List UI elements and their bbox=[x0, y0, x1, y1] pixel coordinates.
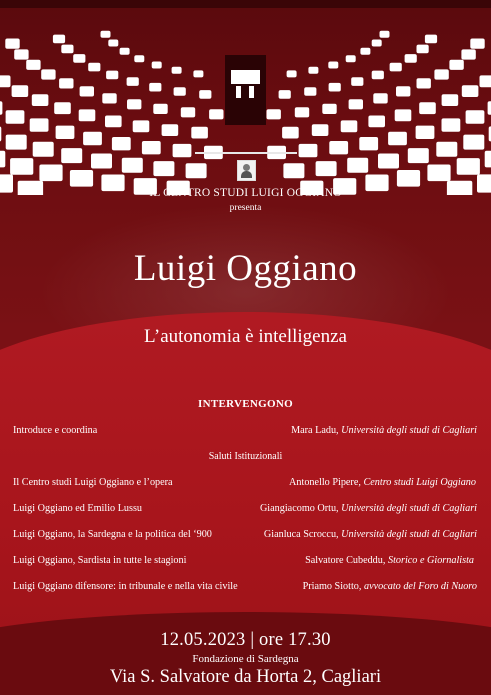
page-title: Luigi Oggiano bbox=[133, 248, 358, 289]
seat-shape bbox=[101, 31, 111, 38]
program-speaker bbox=[264, 529, 477, 540]
speaker-affiliation: Università degli studi di Cagliari bbox=[341, 529, 477, 540]
seat-shape bbox=[442, 94, 459, 106]
seat-shape bbox=[341, 120, 358, 132]
seat-shape bbox=[59, 78, 73, 88]
event-datetime: 12.05.2023 | ore 17.30 bbox=[160, 630, 331, 650]
seat-shape bbox=[181, 107, 195, 117]
seat-shape bbox=[372, 71, 384, 80]
seat-shape bbox=[395, 109, 412, 121]
seat-shape bbox=[466, 110, 485, 123]
event-address: Via S. Salvatore da Horta 2, Cagliari bbox=[109, 667, 382, 687]
seat-shape bbox=[380, 31, 390, 38]
seat-shape bbox=[14, 49, 28, 59]
seat-shape bbox=[417, 78, 431, 88]
seat-shape bbox=[12, 85, 29, 97]
seat-shape bbox=[485, 151, 491, 168]
seat-shape bbox=[346, 55, 356, 62]
program-row bbox=[0, 477, 491, 491]
seat-shape bbox=[0, 75, 11, 87]
seat-shape bbox=[425, 35, 437, 44]
seat-shape bbox=[480, 75, 491, 87]
seat-shape bbox=[174, 87, 186, 96]
seat-shape bbox=[457, 158, 480, 175]
speaker-name: Antonello Pipere, bbox=[289, 477, 364, 488]
seat-shape bbox=[0, 126, 1, 141]
seat-shape bbox=[80, 86, 94, 96]
speaker-name: Priamo Siotto, bbox=[302, 581, 364, 592]
seat-shape bbox=[316, 161, 337, 176]
seat-shape bbox=[312, 124, 329, 136]
seat-shape bbox=[193, 70, 203, 77]
program-speaker bbox=[303, 581, 477, 592]
seat-shape bbox=[105, 116, 122, 128]
seat-shape bbox=[442, 118, 461, 131]
program-topic: Luigi Oggiano, Sardista in tutte le stagioni bbox=[13, 555, 187, 566]
seat-shape bbox=[417, 45, 429, 54]
seat-shape bbox=[405, 54, 417, 63]
program-speaker bbox=[291, 425, 477, 436]
organization-name: IL CENTRO STUDI LUIGI OGGIANO bbox=[149, 187, 342, 199]
program-row bbox=[0, 555, 491, 569]
seat-shape bbox=[83, 132, 102, 145]
seat-shape bbox=[30, 118, 49, 131]
seat-shape bbox=[359, 137, 378, 150]
seat-shape bbox=[427, 165, 450, 182]
seat-shape bbox=[360, 48, 370, 55]
seat-shape bbox=[390, 63, 402, 72]
presents-label: presenta bbox=[229, 203, 262, 213]
program-topic: Luigi Oggiano difensore: in tribunale e nella vita civile bbox=[13, 581, 238, 592]
seat-shape bbox=[462, 85, 479, 97]
seat-shape bbox=[373, 93, 387, 103]
seat-shape bbox=[368, 116, 385, 128]
seat-shape bbox=[120, 48, 130, 55]
seat-shape bbox=[299, 144, 318, 157]
seat-shape bbox=[0, 151, 5, 168]
seat-shape bbox=[0, 101, 2, 114]
seat-shape bbox=[347, 158, 368, 173]
seat-shape bbox=[79, 109, 96, 121]
seat-shape bbox=[106, 71, 118, 80]
seat-shape bbox=[408, 148, 429, 163]
seat-shape bbox=[173, 144, 192, 157]
seat-shape bbox=[108, 40, 118, 47]
speaker-name: Mara Ladu, bbox=[291, 425, 342, 436]
seat-shape bbox=[416, 126, 435, 139]
seat-shape bbox=[372, 40, 382, 47]
seat-shape bbox=[127, 77, 139, 86]
seat-shape bbox=[153, 104, 167, 114]
seat-shape bbox=[282, 127, 299, 139]
seat-shape bbox=[328, 62, 338, 69]
seat-shape bbox=[295, 107, 309, 117]
program-row-intro bbox=[0, 425, 491, 439]
seat-shape bbox=[6, 135, 27, 150]
program-speaker bbox=[260, 503, 477, 514]
program-topic: Introduce e coordina bbox=[13, 425, 98, 436]
seat-shape bbox=[6, 110, 25, 123]
seat-shape bbox=[172, 67, 182, 74]
program-topic: Il Centro studi Luigi Oggiano e l’opera bbox=[13, 477, 173, 488]
seat-shape bbox=[70, 170, 93, 187]
seat-shape bbox=[470, 39, 484, 49]
speakers-heading: INTERVENGONO bbox=[198, 398, 293, 410]
seat-shape bbox=[32, 94, 49, 106]
page-subtitle: L’autonomia è intelligenza bbox=[144, 326, 347, 347]
seat-shape bbox=[329, 83, 341, 92]
seat-shape bbox=[322, 104, 336, 114]
speaker-affiliation: Storico e Giornalista bbox=[387, 555, 474, 566]
seat-shape bbox=[41, 69, 55, 79]
speaker-name: Giangiacomo Ortu, bbox=[259, 503, 342, 514]
divider-line bbox=[195, 152, 297, 154]
seat-shape bbox=[39, 165, 62, 182]
seat-shape bbox=[91, 154, 112, 169]
seat-shape bbox=[162, 124, 179, 136]
seat-shape bbox=[186, 163, 207, 178]
seat-shape bbox=[53, 35, 65, 44]
program-speaker bbox=[289, 477, 476, 488]
speaker-affiliation: Università degli studi di Cagliari bbox=[341, 425, 477, 436]
seat-shape bbox=[61, 45, 73, 54]
seat-shape bbox=[61, 148, 82, 163]
seat-shape bbox=[329, 141, 348, 154]
seat-shape bbox=[378, 154, 399, 169]
seat-shape bbox=[283, 163, 304, 178]
seat-shape bbox=[88, 63, 100, 72]
seat-shape bbox=[152, 62, 162, 69]
speaker-name: Gianluca Scroccu, bbox=[263, 529, 342, 540]
seat-shape bbox=[436, 142, 457, 157]
seat-shape bbox=[10, 158, 33, 175]
seat-shape bbox=[26, 60, 40, 70]
seat-shape bbox=[279, 90, 291, 99]
seat-shape bbox=[149, 83, 161, 92]
seat-shape bbox=[133, 120, 150, 132]
seat-shape bbox=[308, 67, 318, 74]
seat-shape bbox=[102, 93, 116, 103]
speaker-name: Salvatore Cubeddu, bbox=[305, 555, 388, 566]
seat-shape bbox=[127, 99, 141, 109]
program-row bbox=[0, 529, 491, 543]
seat-shape bbox=[267, 109, 281, 119]
seat-shape bbox=[33, 142, 54, 157]
greetings-label: Saluti Istituzionali bbox=[208, 451, 283, 462]
seat-shape bbox=[488, 101, 491, 114]
seat-shape bbox=[397, 170, 420, 187]
seat-shape bbox=[304, 87, 316, 96]
program-speaker bbox=[305, 555, 474, 566]
seat-shape bbox=[191, 127, 208, 139]
seat-shape bbox=[153, 161, 174, 176]
program-topic: Luigi Oggiano ed Emilio Lussu bbox=[13, 503, 143, 514]
seat-shape bbox=[112, 137, 131, 150]
speaker-affiliation: avvocato del Foro di Nuoro bbox=[364, 581, 477, 592]
seat-shape bbox=[419, 102, 436, 114]
seat-shape bbox=[287, 70, 297, 77]
program-topic: Luigi Oggiano, la Sardegna e la politica del ‘900 bbox=[13, 529, 212, 540]
event-venue: Fondazione di Sardegna bbox=[192, 653, 299, 665]
seat-shape bbox=[56, 126, 75, 139]
seat-shape bbox=[122, 158, 143, 173]
seat-shape bbox=[73, 54, 85, 63]
seat-shape bbox=[388, 132, 407, 145]
seat-shape bbox=[351, 77, 363, 86]
speaker-affiliation: Università degli studi di Cagliari bbox=[341, 503, 477, 514]
seat-shape bbox=[199, 90, 211, 99]
portrait-logo-icon bbox=[237, 160, 256, 181]
seat-shape bbox=[349, 99, 363, 109]
program-row bbox=[0, 503, 491, 517]
seat-shape bbox=[209, 109, 223, 119]
program-row bbox=[0, 581, 491, 595]
seat-shape bbox=[142, 141, 161, 154]
seat-shape bbox=[434, 69, 448, 79]
seat-shape bbox=[449, 60, 463, 70]
seat-shape bbox=[463, 135, 484, 150]
seat-shape bbox=[134, 55, 144, 62]
speaker-affiliation: Centro studi Luigi Oggiano bbox=[363, 477, 476, 488]
seat-shape bbox=[461, 49, 475, 59]
seat-shape bbox=[5, 39, 19, 49]
seat-shape bbox=[396, 86, 410, 96]
seat-shape bbox=[54, 102, 71, 114]
